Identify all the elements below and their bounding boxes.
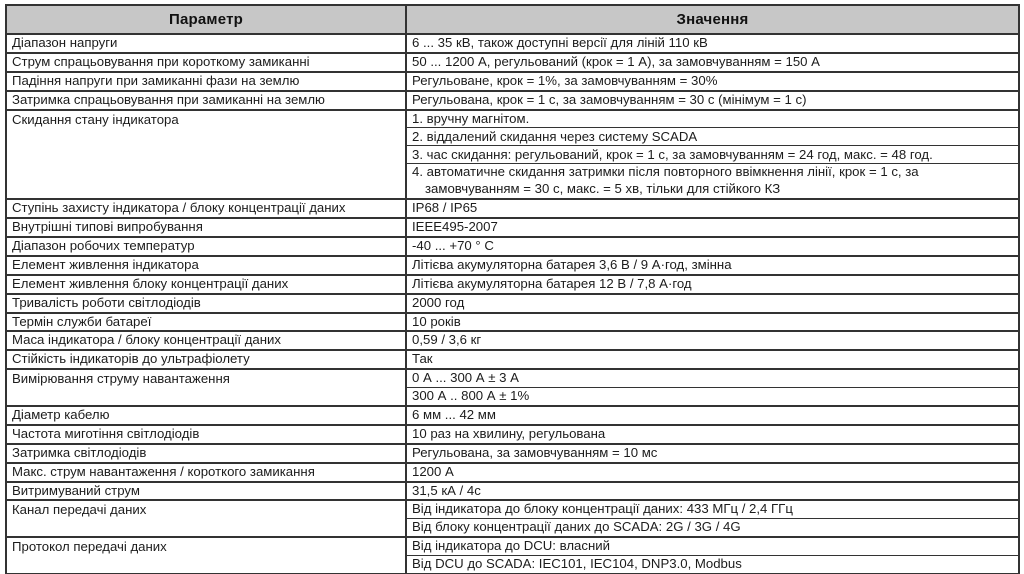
column-header-param: Параметр (6, 5, 406, 34)
value-cell: 300 А .. 800 А ± 1% (406, 388, 1019, 406)
table-row (6, 500, 1019, 518)
value-cell: Літієва акумуляторна батарея 12 В / 7,8 А·год (406, 275, 1019, 294)
value-cell: Від DCU до SCADA: IEC101, IEC104, DNP3.0, Modbus (406, 556, 1019, 574)
param-cell: Вимірювання струму навантаження (6, 369, 406, 406)
param-cell: Маса індикатора / блоку концентрації даних (6, 331, 406, 350)
param-cell: Падіння напруги при замиканні фази на землю (6, 72, 406, 91)
value-cell: 31,5 кА / 4с (406, 482, 1019, 501)
value-cell: 10 років (406, 313, 1019, 332)
value-cell: 0 А ... 300 А ± 3 А (406, 369, 1019, 387)
value-cell: Так (406, 350, 1019, 369)
table-row (6, 72, 1019, 91)
param-cell: Внутрішні типові випробування (6, 218, 406, 237)
param-cell: Діаметр кабелю (6, 406, 406, 425)
param-cell: Затримка спрацьовування при замиканні на землю (6, 91, 406, 110)
param-cell: Частота миготіння світлодіодів (6, 425, 406, 444)
value-cell: 6 ... 35 кВ, також доступні версії для ліній 110 кВ (406, 34, 1019, 53)
value-cell: 2000 год (406, 294, 1019, 313)
value-cell: 1. вручну магнітом. (406, 110, 1019, 128)
table-row (6, 91, 1019, 110)
table-row (6, 350, 1019, 369)
value-cell: Регульована, за замовчуванням = 10 мс (406, 444, 1019, 463)
table-row (6, 537, 1019, 555)
param-cell: Тривалість роботи світлодіодів (6, 294, 406, 313)
param-cell: Ступінь захисту індикатора / блоку концентрації даних (6, 199, 406, 218)
param-cell: Елемент живлення блоку концентрації даних (6, 275, 406, 294)
table-row (6, 53, 1019, 72)
value-cell: 10 раз на хвилину, регульована (406, 425, 1019, 444)
value-cell: 6 мм ... 42 мм (406, 406, 1019, 425)
param-cell: Макс. струм навантаження / короткого замикання (6, 463, 406, 482)
table-row (6, 237, 1019, 256)
value-cell: -40 ... +70 ° C (406, 237, 1019, 256)
value-cell: Від блоку концентрації даних до SCADA: 2G / 3G / 4G (406, 519, 1019, 537)
table-row (6, 110, 1019, 128)
value-cell: 3. час скидання: регульований, крок = 1 с, за замовчуванням = 24 год, макс. = 48 год. (406, 146, 1019, 164)
table-body (6, 34, 1019, 574)
param-cell: Скидання стану індикатора (6, 110, 406, 200)
value-cell: 50 ... 1200 А, регульований (крок = 1 А), за замовчуванням = 150 А (406, 53, 1019, 72)
param-cell: Діапазон робочих температур (6, 237, 406, 256)
table-row (6, 294, 1019, 313)
table-row (6, 331, 1019, 350)
table-row (6, 34, 1019, 53)
table-row (6, 256, 1019, 275)
param-cell: Канал передачі даних (6, 500, 406, 537)
param-cell: Струм спрацьовування при короткому замиканні (6, 53, 406, 72)
table-row (6, 199, 1019, 218)
table-header (6, 5, 1019, 34)
value-cell: Регульована, крок = 1 с, за замовчуванням = 30 с (мінімум = 1 с) (406, 91, 1019, 110)
param-cell: Діапазон напруги (6, 34, 406, 53)
param-cell: Термін служби батареї (6, 313, 406, 332)
table-row (6, 218, 1019, 237)
value-cell: 0,59 / 3,6 кг (406, 331, 1019, 350)
param-cell: Затримка світлодіодів (6, 444, 406, 463)
table-row (6, 313, 1019, 332)
table-row (6, 482, 1019, 501)
column-header-value: Значення (406, 5, 1019, 34)
table-row (6, 444, 1019, 463)
param-cell: Протокол передачі даних (6, 537, 406, 574)
param-cell: Стійкість індикаторів до ультрафіолету (6, 350, 406, 369)
value-cell: 2. віддалений скидання через систему SCADA (406, 128, 1019, 146)
table-row (6, 275, 1019, 294)
value-cell: IEEE495-2007 (406, 218, 1019, 237)
param-cell: Витримуваний струм (6, 482, 406, 501)
value-cell: 1200 А (406, 463, 1019, 482)
table-row (6, 406, 1019, 425)
value-cell: Регульоване, крок = 1%, за замовчуванням = 30% (406, 72, 1019, 91)
value-cell: Від індикатора до DCU: власний (406, 537, 1019, 555)
value-cell: IP68 / IP65 (406, 199, 1019, 218)
spec-table (5, 4, 1020, 574)
param-cell: Елемент живлення індикатора (6, 256, 406, 275)
table-row (6, 425, 1019, 444)
table-row (6, 369, 1019, 387)
value-cell: 4. автоматичне скидання затримки після повторного ввімкнення лінії, крок = 1 с, за замовчуванням = 30 с, макс. = 5 хв, тільки для стійкого КЗ (406, 164, 1019, 199)
value-cell: Від індикатора до блоку концентрації даних: 433 МГц / 2,4 ГГц (406, 500, 1019, 518)
header-row (6, 5, 1019, 34)
table-row (6, 463, 1019, 482)
value-cell: Літієва акумуляторна батарея 3,6 В / 9 А·год, змінна (406, 256, 1019, 275)
